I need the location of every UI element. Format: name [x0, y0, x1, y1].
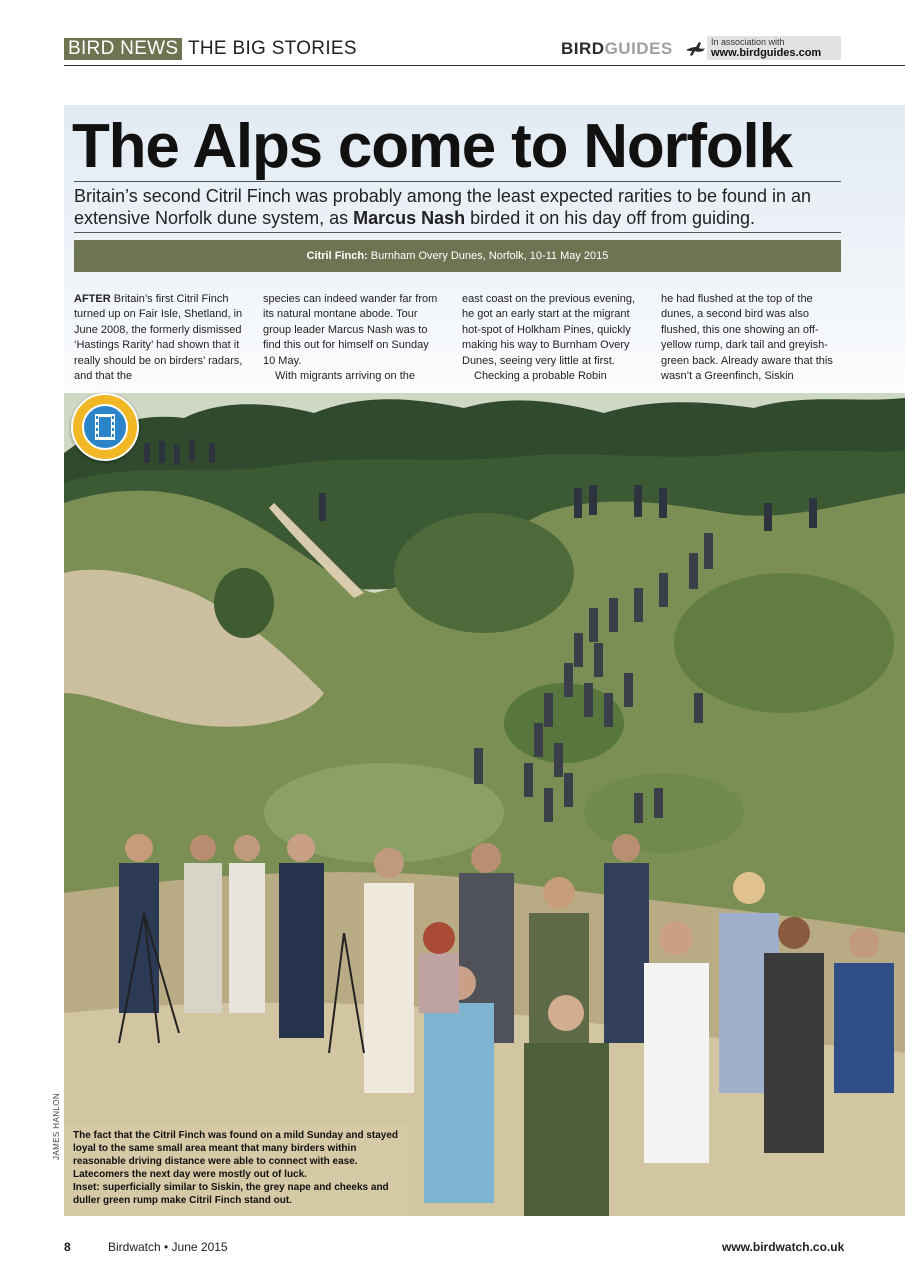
column-4 [661, 292, 841, 384]
column-1-text: Britain’s first Citril Finch turned up on Fair Isle, Shetland, in June 2008, the formerly dismissed ‘Hastings Rarity’ had shown that it really should be on birders’ radars, and that the [74, 293, 243, 383]
magazine-issue: Birdwatch • June 2015 [108, 1240, 228, 1254]
author-name: Marcus Nash [353, 208, 466, 228]
inset-text: superficially similar to Siskin, the grey nape and cheeks and duller green rump make Citril Finch stand out. [73, 1182, 389, 1206]
birdguides-logo [561, 38, 673, 60]
page-header [64, 36, 905, 66]
drop-lead: AFTER [74, 293, 111, 305]
fact-label: Citril Finch: [306, 250, 368, 262]
photo-caption [73, 1129, 403, 1207]
standfirst-text: Britain’s second Citril Finch was probably among the least expected rarities to be found in an extensive Norfolk dune system, as [74, 186, 812, 228]
page-number: 8 [64, 1240, 71, 1254]
column-2 [263, 292, 443, 384]
film-strip-icon [84, 406, 126, 448]
bird-silhouette-icon [684, 38, 706, 60]
inset-label: Inset: [73, 1182, 100, 1193]
column-1 [74, 292, 254, 384]
headline: The Alps come to Norfolk [72, 112, 792, 181]
footer-url[interactable]: www.birdwatch.co.uk [722, 1240, 845, 1254]
column-3-para-2: Checking a probable Robin [474, 370, 607, 383]
association-badge[interactable] [707, 36, 841, 60]
column-3 [462, 292, 642, 384]
standfirst [74, 185, 844, 229]
standfirst-rule-bottom [74, 232, 841, 233]
video-badge[interactable] [71, 393, 139, 461]
standfirst-rule-top [74, 181, 841, 182]
column-2-para-2: With migrants arriving on the [275, 370, 415, 383]
body-columns [74, 292, 841, 384]
logo-text-guides: GUIDES [604, 39, 673, 58]
association-label: In association with [711, 37, 785, 47]
logo-text-bird: BIRD [561, 39, 605, 58]
section-tag: BIRD NEWS [64, 38, 182, 60]
fact-bar [74, 240, 841, 272]
column-3-para-1: east coast on the previous evening, he got an early start at the migrant hot-spot of Holkham Pines, quickly making his way to Burnham Overy Dunes, seeing very little at first. [462, 293, 636, 367]
photo-credit: JAMES HANLON [52, 1092, 61, 1160]
article-hero [64, 105, 905, 1216]
association-url[interactable]: www.birdguides.com [711, 47, 822, 59]
section-name: THE BIG STORIES [188, 38, 357, 59]
caption-text: The fact that the Citril Finch was found on a mild Sunday and stayed loyal to the same small area meant that many birders within reasonable driving distance were able to connect with ease. Latecomers the next day were mostly out of luck. [73, 1130, 399, 1180]
twitch-photo-illustration [64, 393, 905, 1216]
column-4-text: he had flushed at the top of the dunes, a second bird was also flushed, this one showing an off-yellow rump, dark tail and greyish-green back. Already aware that this wasn’t a Greenfinch, Siskin [661, 293, 833, 383]
column-2-para-1: species can indeed wander far from its natural montane abode. Tour group leader Marcus Nash was to find this out for himself on Sunday 10 May. [263, 293, 438, 367]
fact-text: Burnham Overy Dunes, Norfolk, 10-11 May 2015 [367, 250, 609, 262]
video-badge-inner [82, 404, 128, 450]
standfirst-text-end: birded it on his day off from guiding. [465, 208, 756, 228]
twitch-photo [64, 393, 905, 1216]
